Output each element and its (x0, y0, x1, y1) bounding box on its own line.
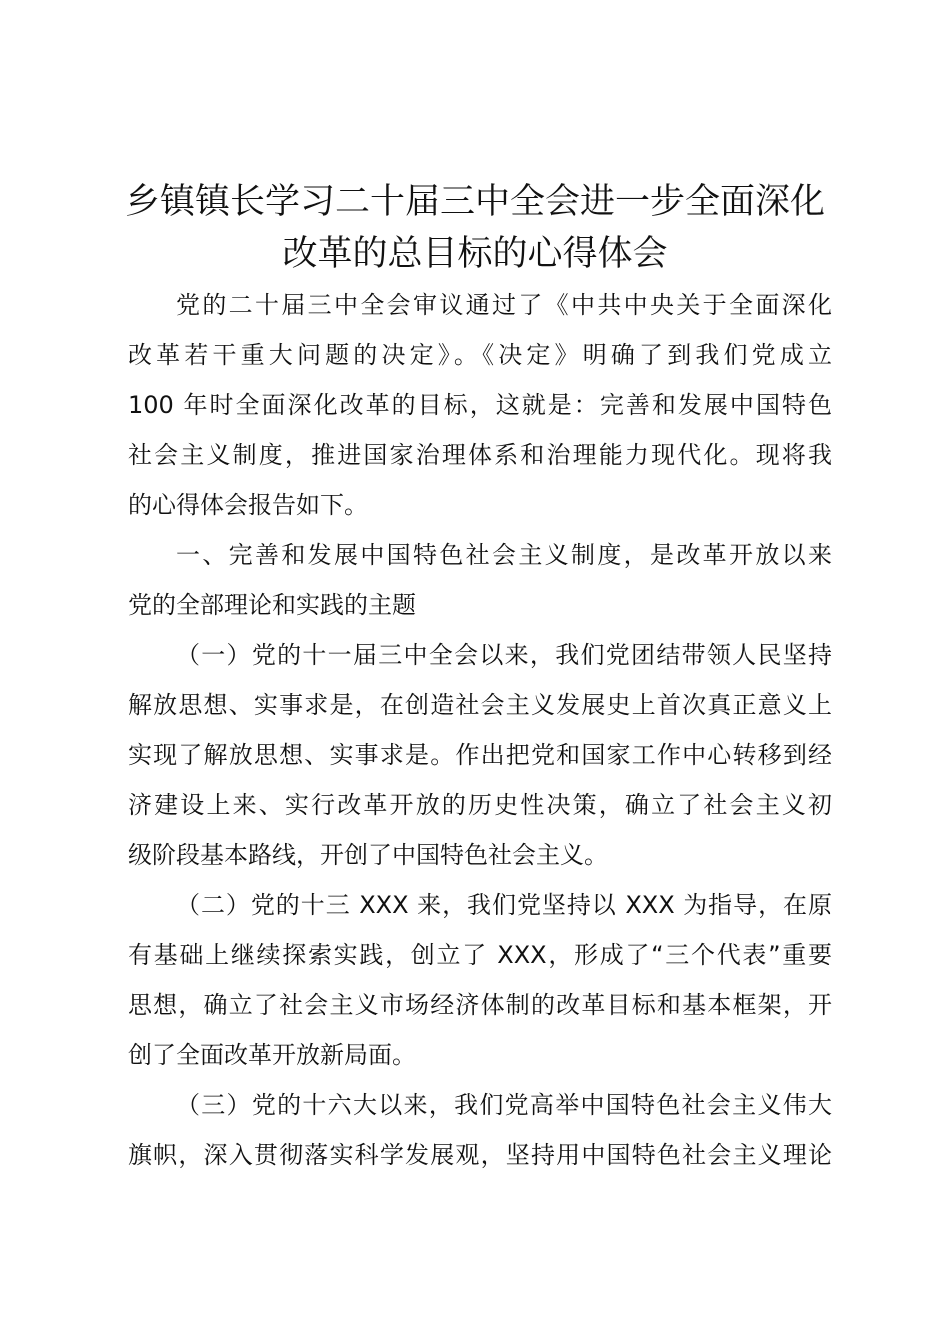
text-line: 100 年时全面深化改革的目标，这就是：完善和发展中国特色 (128, 391, 832, 419)
text-line: 济建设上来、实行改革开放的历史性决策，确立了社会主义初 (128, 791, 832, 819)
text-line: 级阶段基本路线，开创了中国特色社会主义。 (128, 841, 608, 869)
text-line: 社会主义制度，推进国家治理体系和治理能力现代化。现将我 (128, 441, 832, 469)
paragraph-item-3 (128, 1080, 832, 1180)
text-line: 实现了解放思想、实事求是。作出把党和国家工作中心转移到经 (128, 741, 832, 769)
text-line: 一、完善和发展中国特色社会主义制度，是改革开放以来 (176, 541, 832, 569)
title-line-1: 乡镇镇长学习二十届三中全会进一步全面深化 (124, 182, 825, 222)
text-line: （三）党的十六大以来，我们党高举中国特色社会主义伟大 (176, 1091, 832, 1119)
paragraph-item-1 (128, 630, 832, 880)
paragraph-intro (128, 280, 832, 530)
text-line: 改革若干重大问题的决定》。《决定》明确了到我们党成立 (128, 341, 832, 369)
paragraph-item-2 (128, 880, 832, 1080)
text-line: 创了全面改革开放新局面。 (128, 1041, 416, 1069)
text-line: 党的全部理论和实践的主题 (128, 591, 416, 619)
document-body (128, 280, 832, 1180)
document-title (100, 176, 850, 280)
text-line: （一）党的十一届三中全会以来，我们党团结带领人民坚持 (176, 641, 832, 669)
title-line-2: 改革的总目标的心得体会 (282, 234, 668, 274)
text-line: 有基础上继续探索实践，创立了 XXX，形成了“三个代表”重要 (128, 941, 832, 969)
text-line: 旗帜，深入贯彻落实科学发展观，坚持用中国特色社会主义理论 (128, 1141, 832, 1169)
section-heading-1 (128, 530, 832, 630)
text-line: 解放思想、实事求是，在创造社会主义发展史上首次真正意义上 (128, 691, 832, 719)
text-line: （二）党的十三 XXX 来，我们党坚持以 XXX 为指导，在原 (176, 891, 832, 919)
text-line: 党的二十届三中全会审议通过了《中共中央关于全面深化 (176, 291, 832, 319)
text-line: 的心得体会报告如下。 (128, 491, 368, 519)
text-line: 思想，确立了社会主义市场经济体制的改革目标和基本框架，开 (128, 991, 832, 1019)
